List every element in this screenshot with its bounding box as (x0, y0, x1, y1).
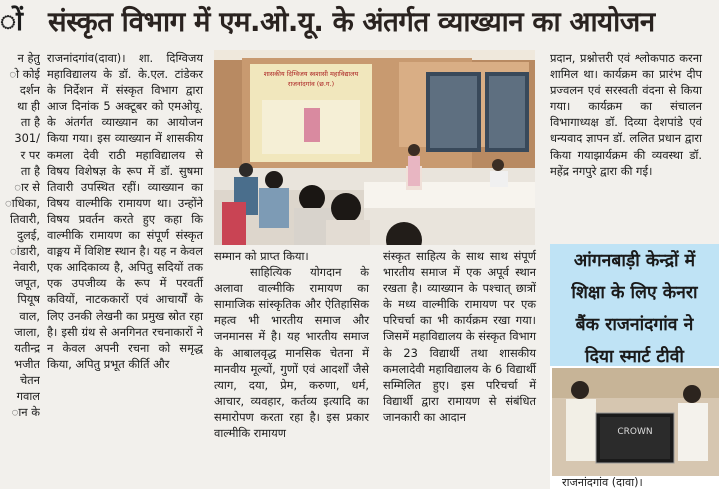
article-column-1 (47, 50, 203, 372)
fragment-line: वाल, (19, 308, 40, 323)
fragment-line: दर्शन (19, 83, 40, 98)
banner-line-1: शासकीय दिग्विजय स्वशासी महाविद्यालय (263, 70, 359, 78)
article-column-4 (550, 50, 702, 179)
article-column-2 (214, 248, 369, 441)
fragment-line: जाला, (14, 324, 40, 339)
paragraph: संस्कृत साहित्य के साथ साथ संपूर्ण भारतीय समाज में एक अपूर्व स्थान रखता है। व्याख्यान के पश्चात् छात्रों के मध्य वाल्मीकि रामायण पर एक परिचर्चा का भी कार्यक्रम रखा गया। जिसमें महाविद्यालय के संस्कृत विभाग के 23 विद्यार्थी तथा शासकीय कमलादेवी महाविद्यालय के 6 विद्यार्थी सम्मिलित हुए। इस परिचर्चा में विद्यार्थी द्वारा रामायण से संबंधित जानकारी का आदान (383, 249, 536, 424)
tv-handover-illustration (552, 368, 719, 476)
side-story-headline (550, 244, 719, 366)
fragment-line: ो कोई (9, 67, 40, 82)
fragment-line: भजीत (14, 356, 40, 371)
paragraph: साहित्यिक योगदान के अलावा वाल्मीकि रामायण का सामाजिक सांस्कृतिक और ऐतिहासिक महत्व भी भारतीय समाज और जनमानस में है। यह भारतीय समाज के आबालवृद्ध मानसिक चेतना में मानवीय मूल्यों, गुणों एवं आदर्शों जैसे त्याग, दया, प्रेम, करुणा, धर्म, आचार, व्यवहार, कर्तव्य इत्यादि का समारोपण करता रहा है। इस प्रकार वाल्मीकि रामायण (214, 265, 369, 441)
paragraph: राजनांदगांव(दावा)। शा. दिग्विजय महाविद्यालय के डॉ. के.एल. टांडेकर के निर्देशन में संस्कृत विभाग द्वारा आज दिनांक 5 अक्टूबर को एमओयू. के अंतर्गत व्याख्यान का आयोजन किया गया। इस व्याख्यान में शासकीय कमला देवी राठी महाविद्यालय से विषय विशेषज्ञ के रूप में डॉ. सुषमा तिवारी उपस्थित रहीं। व्याख्यान का विषय वाल्मीकि रामायण था। उन्होंने विषय प्रवर्तन करते हुए कहा कि वाल्मीकि रामायण का संपूर्ण संस्कृत वाङ्मय में विशिष्ट स्थान है। यह न केवल एक आदिकाव्य है, अपितु सदियों तक एक उपजीव्य के रूप में परवर्ती कवियों, नाटककारों एवं आचार्यों के लिए उनकी लेखनी का प्रमुख स्रोत रहा है। इसी ग्रंथ से अनगिनत रचनाकारों ने न केवल अपनी रचना को समृद्ध किया, अपितु प्रभूत कीर्ति और (47, 51, 203, 371)
fragment-line: चेतन (19, 372, 40, 387)
article-headline: संस्कृत विभाग में एम.ओ.यू. के अंतर्गत व्याख्यान का आयोजन (48, 6, 655, 38)
fragment-line: न हेतु (17, 51, 40, 65)
banner-line-2: राजनांदगांव (छ.ग.) (287, 80, 335, 88)
paragraph: प्रदान, प्रश्नोत्तरी एवं श्लोकपाठ करना शामिल था। कार्यक्रम का प्रारंभ दीप प्रज्वलन एवं सरस्वती वंदना से किया गया। कार्यक्रम का संचालन विभागाध्यक्ष डॉ. दिव्या देशपांडे एवं धन्यवाद ज्ञापन डॉ. ललित प्रधान द्वारा किया गयाझार्यक्रम की व्यवस्था डॉ. महेंद्र नगपुरे द्वारा की गई। (550, 51, 702, 178)
side-story-photo (552, 368, 719, 476)
side-story-title-line: बैंक राजनांदगांव ने (575, 315, 694, 335)
fragment-line: यतीन्द्र (14, 340, 40, 355)
fragment-line: गवाल (16, 388, 40, 403)
adjacent-column-fragment (0, 50, 40, 420)
fragment-line: ता है (20, 163, 40, 178)
fragment-line: ांडारी, (10, 244, 40, 259)
side-story-title-line: आंगनबाड़ी केन्द्रों में (573, 251, 696, 271)
event-photo (214, 50, 535, 245)
fragment-line: 301/ (14, 131, 40, 146)
tv-brand-label: CROWN (617, 427, 653, 437)
fragment-line: पियूष (17, 292, 40, 307)
fragment-line: जपूत, (14, 276, 40, 291)
lecture-hall-illustration (214, 50, 535, 245)
previous-story-headline-fragment: ों (0, 6, 24, 37)
fragment-line: तिवारी, (10, 211, 40, 226)
fragment-line: ान के (11, 405, 40, 420)
fragment-line: दुलई, (17, 228, 40, 243)
fragment-line: ता है (20, 115, 40, 130)
fragment-line: था ही (17, 99, 40, 114)
fragment-line: नेवारी, (13, 260, 40, 275)
side-story-byline: राजनांदगांव (दावा)। (562, 476, 643, 489)
fragment-line: र पर (20, 147, 40, 162)
side-story-box (550, 244, 719, 489)
paragraph: सम्मान को प्राप्त किया। (214, 249, 309, 263)
fragment-line: ार से (14, 179, 40, 194)
side-story-title-line: दिया स्मार्ट टीवी (585, 347, 684, 367)
side-story-title-line: शिक्षा के लिए केनरा (571, 283, 698, 303)
fragment-line: ाधिका, (5, 195, 40, 210)
article-column-3 (383, 248, 536, 425)
